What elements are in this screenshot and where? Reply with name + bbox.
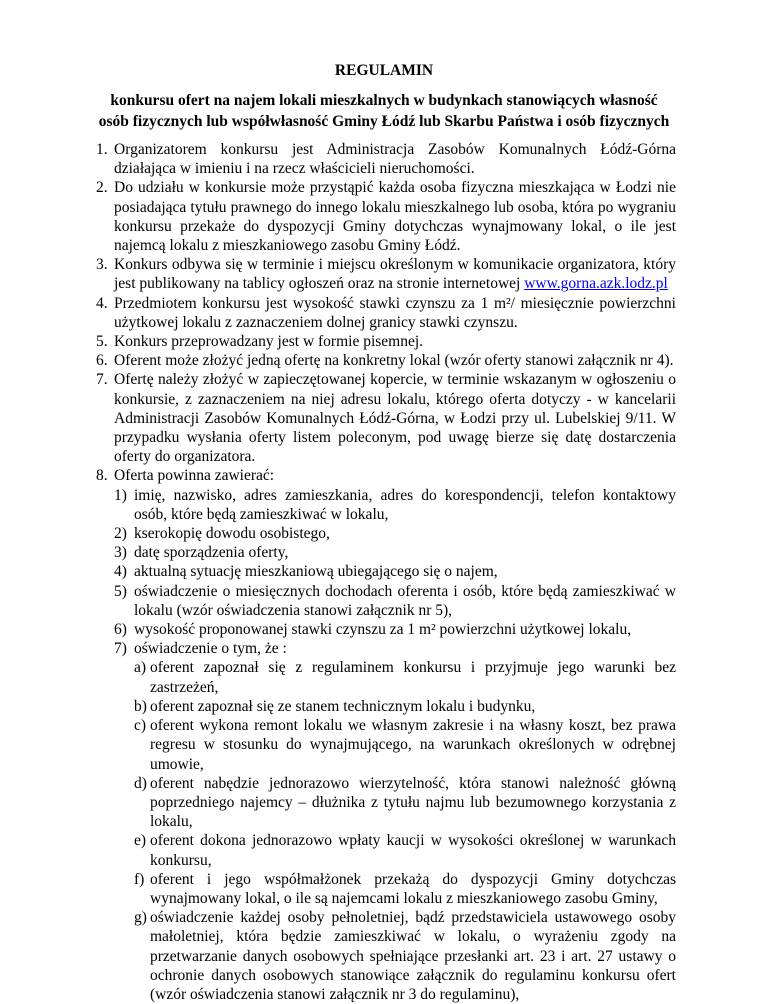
item-number: 7. [96,371,108,389]
list-item [96,466,676,1004]
alpha-item-text: oferent zapoznał się ze stanem technicznym lokalu i budynku, [150,697,536,715]
sub-list-item [114,639,676,1004]
list-item [96,178,676,255]
sub-item-number: 6) [114,621,127,639]
list-item [96,351,676,370]
sub-list-item [114,620,676,639]
item-number: 3. [96,256,108,274]
item-text: Ofertę należy złożyć w zapieczętowanej kopercie, w terminie wskazanym w ogłoszeniu o konkursie, z zaznaczeniem na niej adresu lokalu, którego oferta dotyczy - w kancelarii Administracji Zasobów Komunalnych Łódź-Górna, w Łodzi przy ul. Lubelskiej 9/11. W przypadku wysłania oferty listem poleconym, pod uwagę bierze się datę dostarczenia oferty do organizatora. [114,371,676,466]
sub-list-item [114,486,676,524]
alpha-item-letter: d) [134,774,147,792]
sub-item-number: 5) [114,582,127,600]
item-number: 4. [96,294,108,312]
alpha-item-text: oferent wykona remont lokalu we własnym zakresie i na własny koszt, bez prawa regresu w stosunku do wynajmującego, na warunkach określonych w odrębnej umowie, [150,717,676,773]
item-text: Konkurs przeprowadzany jest w formie pisemnej. [114,333,424,351]
document-subtitle: konkursu ofert na najem lokali mieszkalnych w budynkach stanowiących własność osób fizycznych lub współwłasność Gminy Łódź lub Skarbu Państwa i osób fizycznych [98,92,670,130]
alpha-item-text: oferent nabędzie jednorazowo wierzytelność, która stanowi należność główną poprzedniego najemcy – dłużnika z tytułu najmu lub bezumownego korzystania z lokalu, [150,774,676,831]
sub-item-number: 2) [114,525,127,543]
alpha-list-item [134,908,676,1004]
sub-list-item [114,543,676,562]
alpha-item-letter: c) [134,717,147,735]
alpha-list-item [134,870,676,908]
sub-item-text: aktualną sytuację mieszkaniową ubiegającego się o najem, [134,563,498,581]
alpha-item-text: oświadczenie każdej osoby pełnoletniej, bądź przedstawiciela ustawowego osoby małoletniej, która będzie zamieszkiwać w lokalu, o wyrażeniu zgody na przetwarzanie danych osobowych spełniające przesłanki art. 23 i art. 27 ustawy o ochronie danych osobowych stanowiące załącznik do regulaminu konkursu ofert (wzór oświadczenia stanowi załącznik nr 3 do regulaminu), [150,909,676,1003]
item-number: 5. [96,333,108,351]
list-item [96,140,676,178]
item-number: 6. [96,352,108,370]
alpha-item-letter: e) [134,832,147,850]
sub-item-number: 4) [114,563,127,581]
document-title: REGULAMIN [334,62,434,79]
declaration-list [134,658,676,1004]
item-text: Oferent może złożyć jedną ofertę na konkretny lokal (wzór oferty stanowi załącznik nr 4). [114,352,674,370]
item-text: Konkurs odbywa się w terminie i miejscu określonym w komunikacie organizatora, który jest publikowany na tablicy ogłoszeń oraz na stronie internetowej [114,256,676,293]
list-item [96,294,676,332]
alpha-list-item [134,658,676,696]
alpha-list-item [134,831,676,869]
list-item [96,255,676,293]
item-number: 2. [96,179,108,197]
sub-item-text: imię, nazwisko, adres zamieszkania, adres do korespondencji, telefon kontaktowy osób, które będą zamieszkiwać w lokalu, [134,486,676,523]
sub-item-text: oświadczenie o tym, że : [134,640,287,658]
alpha-item-letter: g) [134,909,147,927]
alpha-item-text: oferent zapoznał się z regulaminem konkursu i przyjmuje jego warunki bez zastrzeżeń, [150,659,676,696]
item-text: Do udziału w konkursie może przystąpić każda osoba fizyczna mieszkająca w Łodzi nie posiadająca tytułu prawnego do innego lokalu mieszkalnego lub osoba, która po wygraniu konkursu przekaże do dyspozycji Gminy dotychczas wynajmowany lokal, o ile jest najemcą lokalu z mieszkaniowego zasobu Gminy Łódź. [114,179,676,255]
sub-item-text: oświadczenie o miesięcznych dochodach oferenta i osób, które będą zamieszkiwać w lokalu (wzór oświadczenia stanowi załącznik nr 5), [134,582,676,619]
offer-contents-list [114,486,676,1004]
alpha-item-text: oferent i jego współmałżonek przekażą do dyspozycji Gminy dotychczas wynajmowany lokal, o ile są najemcami lokalu z mieszkaniowego zasobu Gminy, [150,870,676,907]
item-number: 8. [96,467,108,485]
alpha-item-text: oferent dokona jednorazowo wpłaty kaucji w wysokości określonej w warunkach konkursu, [150,832,676,869]
item-text: Przedmiotem konkursu jest wysokość stawki czynszu za 1 m²/ miesięcznie powierzchni użytkowej lokalu z zaznaczeniem dolnej granicy stawki czynszu. [114,294,676,331]
sub-item-number: 1) [114,486,127,504]
regulation-list [96,140,676,1004]
alpha-list-item [134,716,676,774]
item-number: 1. [96,141,108,158]
sub-item-text: datę sporządzenia oferty, [134,544,289,562]
alpha-list-item [134,697,676,716]
sub-item-number: 7) [114,640,127,658]
sub-item-text: kserokopię dowodu osobistego, [134,525,330,543]
alpha-item-letter: f) [134,870,145,888]
item-text: Organizatorem konkursu jest Administracja Zasobów Komunalnych Łódź-Górna działająca w imieniu i na rzecz właścicieli nieruchomości. [114,141,676,178]
list-item [96,332,676,351]
sub-list-item [114,524,676,543]
sub-list-item [114,562,676,581]
alpha-list-item [134,774,676,832]
website-link[interactable]: www.gorna.azk.lodz.pl [524,275,668,293]
sub-item-text: wysokość proponowanej stawki czynszu za 1 m² powierzchni użytkowej lokalu, [134,621,632,639]
alpha-item-letter: a) [134,659,147,677]
sub-item-number: 3) [114,544,127,562]
document-body [96,140,676,1004]
list-item [96,370,676,466]
sub-list-item [114,582,676,620]
item-text: Oferta powinna zawierać: [114,467,275,485]
alpha-item-letter: b) [134,697,147,715]
